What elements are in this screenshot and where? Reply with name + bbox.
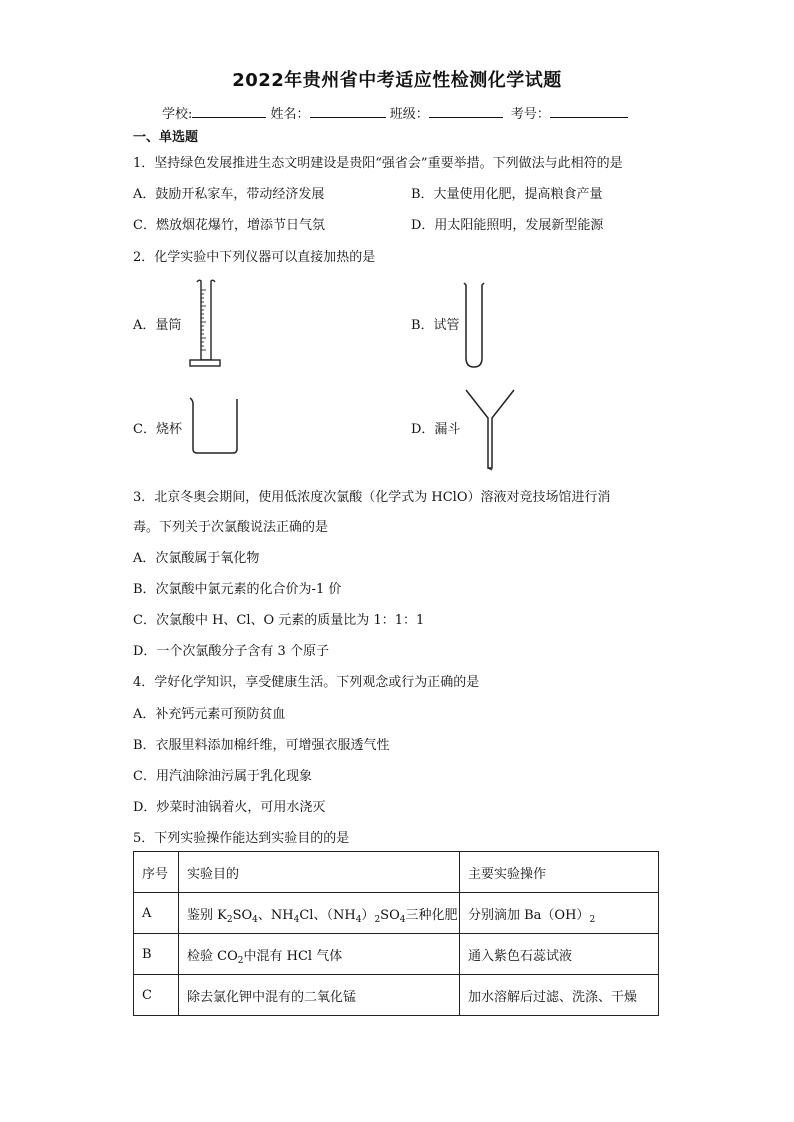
q3-option-b: B．次氯酸中氯元素的化合价为-1 价	[133, 582, 342, 597]
beaker-icon	[187, 395, 241, 457]
header-operation: 主要实验操作	[460, 852, 659, 893]
row-id: A	[134, 893, 179, 934]
q1-option-c: C．燃放烟花爆竹，增添节日气氛	[133, 218, 325, 233]
header-purpose: 实验目的	[179, 852, 460, 893]
q4-option-c: C．用汽油除油污属于乳化现象	[133, 769, 312, 784]
student-info-line	[162, 103, 628, 122]
number-label: 考号：	[510, 107, 550, 122]
graduated-cylinder-icon	[187, 278, 223, 370]
q1-option-b: B．大量使用化肥，提高粮食产量	[411, 187, 603, 202]
q1-option-d: D．用太阳能照明，发展新型能源	[411, 218, 604, 233]
name-blank[interactable]	[310, 105, 386, 118]
q2-option-d: D．漏斗	[411, 422, 461, 437]
name-label: 姓名：	[270, 107, 310, 122]
q3-option-c: C．次氯酸中 H、Cl、O 元素的质量比为 1：1：1	[133, 613, 425, 628]
row-id: C	[134, 975, 179, 1016]
row-operation: 加水溶解后过滤、洗涤、干燥	[460, 975, 659, 1016]
section-heading: 一、单选题	[133, 130, 199, 145]
table-row	[134, 975, 659, 1016]
q3-stem-line1: 3．北京冬奥会期间，使用低浓度次氯酸（化学式为 HClO）溶液对竞技场馆进行消	[133, 490, 611, 505]
row-purpose: 检验 $CO_2$中混有 HCl 气体	[179, 934, 460, 975]
table-row	[134, 893, 659, 934]
q2-option-a: A．量筒	[133, 318, 182, 333]
q4-option-a: A．补充钙元素可预防贫血	[133, 707, 286, 722]
q5-stem: 5．下列实验操作能达到实验目的的是	[133, 831, 350, 846]
number-blank[interactable]	[550, 105, 628, 118]
row-operation: 通入紫色石蕊试液	[460, 934, 659, 975]
row-operation: 分别滴加 $Ba(OH)_2$	[460, 893, 659, 934]
q3-option-a: A．次氯酸属于氧化物	[133, 551, 260, 566]
school-label: 学校:	[162, 107, 193, 122]
q3-option-d: D．一个次氯酸分子含有 3 个原子	[133, 644, 329, 659]
table-row	[134, 934, 659, 975]
q3-stem-line2: 毒。下列关于次氯酸说法正确的是	[133, 520, 329, 535]
q4-stem: 4．学好化学知识，享受健康生活。下列观念或行为正确的是	[133, 675, 480, 690]
header-id: 序号	[134, 852, 179, 893]
q1-stem: 1．坚持绿色发展推进生态文明建设是贵阳“强省会”重要举措。下列做法与此相符的是	[133, 156, 623, 171]
q2-option-b: B．试管	[411, 318, 460, 333]
row-purpose: 鉴别 $K_2SO_4$、$NH_4Cl$、$(NH_4)_2SO_4$三种化肥	[179, 893, 460, 934]
q1-option-a: A．鼓励开私家车，带动经济发展	[133, 187, 325, 202]
class-blank[interactable]	[429, 105, 503, 118]
table-header-row	[134, 852, 659, 893]
q2-option-c: C．烧杯	[133, 422, 182, 437]
q4-option-d: D．炒菜时油锅着火，可用水浇灭	[133, 800, 326, 815]
q4-option-b: B．衣服里料添加棉纤维，可增强衣服透气性	[133, 738, 390, 753]
school-blank[interactable]	[192, 105, 266, 118]
row-id: B	[134, 934, 179, 975]
q5-table	[133, 851, 659, 1016]
q2-stem: 2．化学实验中下列仪器可以直接加热的是	[133, 250, 376, 265]
test-tube-icon	[461, 280, 487, 370]
funnel-icon	[464, 388, 516, 472]
page-title: 2022年贵州省中考适应性检测化学试题	[232, 70, 562, 91]
row-purpose: 除去氯化钾中混有的二氧化锰	[179, 975, 460, 1016]
class-label: 班级：	[389, 107, 429, 122]
